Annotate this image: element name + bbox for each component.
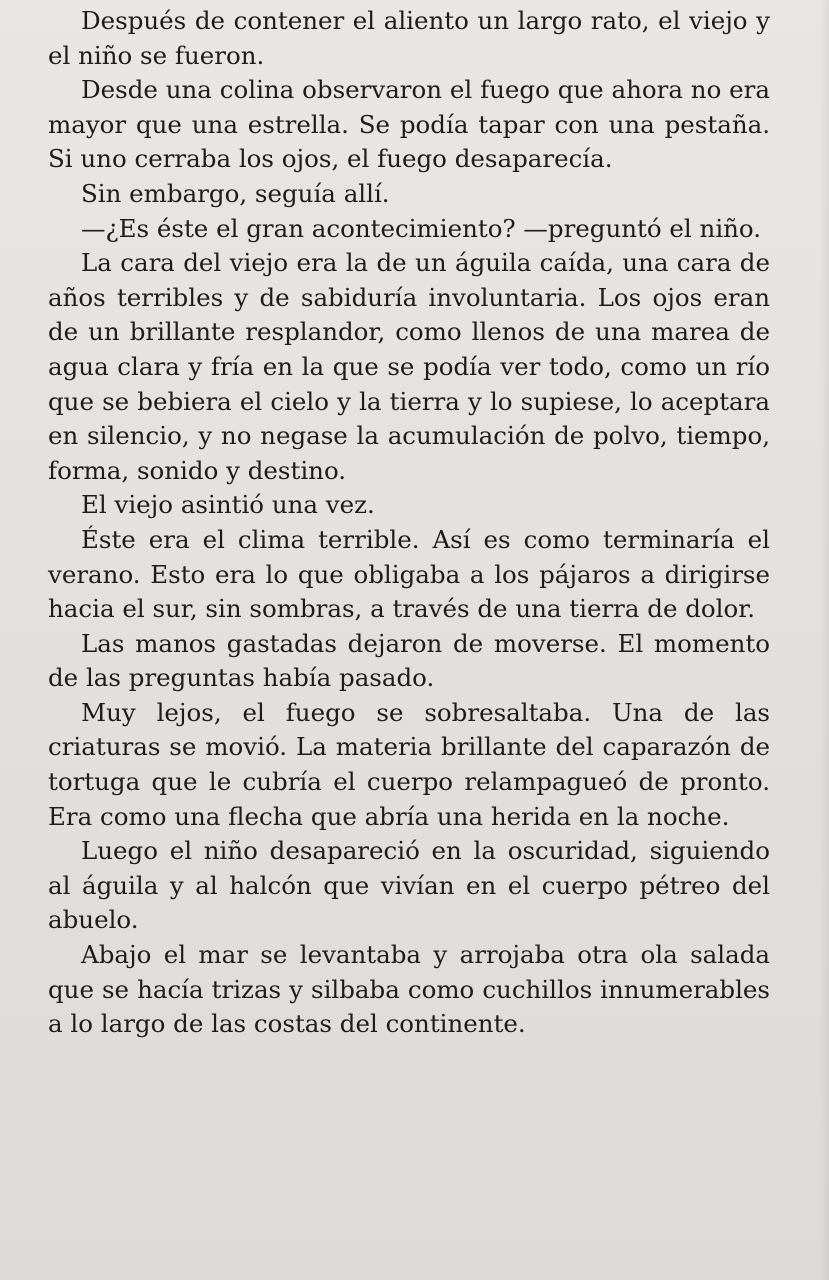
paragraph: —¿Es éste el gran acontecimiento? —preguntó el niño. [81,213,762,243]
paragraph: Después de contener el aliento un largo rato, el viejo y el niño se fueron. [48,6,770,70]
paragraph: La cara del viejo era la de un águila caída, una cara de años terribles y de sabiduría involuntaria. Los ojos eran de un brillante resplandor, como llenos de una marea de agua clara y fría en la que se podía ver todo, como un río que se bebiera el cielo y la tierra y lo supiese, lo aceptara en silencio, y no negase la acumulación de polvo, tiempo, forma, sonido y destino. [48,248,770,485]
paragraph: Luego el niño desapareció en la oscuridad, siguiendo al águila y al halcón que vivían en el cuerpo pétreo del abuelo. [48,836,770,935]
page-edge-shadow [819,0,829,1280]
paragraph: Abajo el mar se levantaba y arrojaba otra ola salada que se hacía trizas y silbaba como cuchillos innumerables a lo largo de las costas del continente. [48,940,770,1039]
body-text [48,4,770,1042]
paragraph: Sin embargo, seguía allí. [81,178,390,208]
paragraph: Desde una colina observaron el fuego que ahora no era mayor que una estrella. Se podía tapar con una pestaña. Si uno cerraba los ojos, el fuego desaparecía. [48,75,770,174]
paragraph: Muy lejos, el fuego se sobresaltaba. Una de las criaturas se movió. La materia brillante del caparazón de tortuga que le cubría el cuerpo relampagueó de pronto. Era como una flecha que abría una herida en la noche. [48,697,770,831]
paragraph: El viejo asintió una vez. [81,490,375,520]
paragraph: Las manos gastadas dejaron de moverse. El momento de las preguntas había pasado. [48,628,770,693]
paragraph: Éste era el clima terrible. Así es como terminaría el verano. Esto era lo que obligaba a los pájaros a dirigirse hacia el sur, sin sombras, a través de una tierra de dolor. [48,524,770,624]
